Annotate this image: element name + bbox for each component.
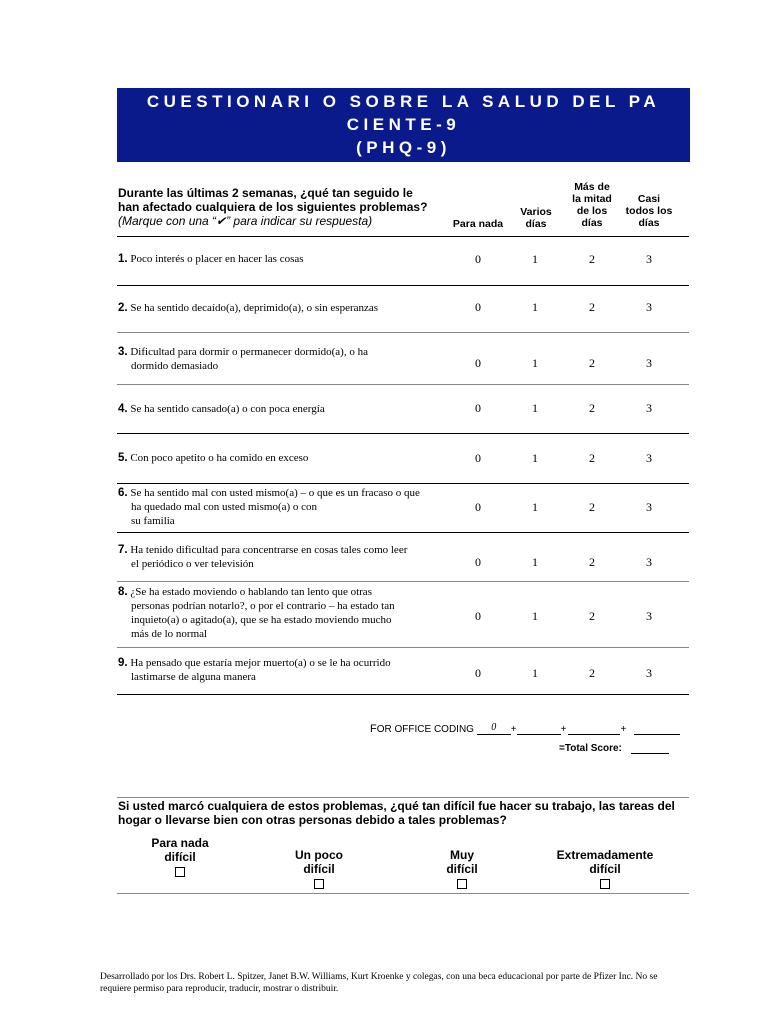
intro-instructions (118, 186, 448, 228)
intro-question-line-2: han afectado cualquiera de los siguientes problemas? (118, 200, 428, 214)
item-number: 6. (118, 487, 128, 499)
option-label-line: Extremadamente (556, 848, 654, 862)
item-number: 3. (118, 346, 128, 358)
score-option[interactable]: 3 (646, 555, 652, 569)
score-option[interactable]: 1 (532, 252, 538, 266)
column-header-casi-todos (619, 193, 679, 229)
difficulty-option-para-nada[interactable] (140, 836, 220, 880)
score-option[interactable]: 3 (646, 356, 652, 370)
item-text-continued: lastimarse de alguna manera (131, 671, 256, 683)
difficulty-option-muy[interactable] (422, 848, 502, 892)
column-header-line: días (581, 217, 603, 229)
score-option[interactable]: 0 (475, 300, 481, 314)
title-line-3: (PHQ-9) (356, 138, 451, 157)
question-item-9 (118, 656, 448, 684)
item-text: Ha tenido dificultad para concentrarse en cosas tales como leer (130, 544, 408, 556)
table-rule (117, 694, 689, 695)
item-text: Con poco apetito o ha comido en exceso (130, 452, 309, 464)
score-option[interactable]: 2 (589, 609, 595, 623)
column-header-line: Más de (574, 181, 610, 193)
column-header-line: todos los (625, 205, 673, 217)
score-option[interactable]: 0 (475, 451, 481, 465)
score-option[interactable]: 2 (589, 401, 595, 415)
score-option[interactable]: 3 (646, 500, 652, 514)
item-text-continued: inquieto(a) o agitado(a), que se ha estado moviendo mucho (131, 614, 392, 626)
office-coding-field-1[interactable]: 0 (477, 722, 511, 735)
score-option[interactable]: 3 (646, 252, 652, 266)
question-item-6 (118, 486, 458, 528)
office-coding-field-2[interactable] (517, 722, 561, 735)
score-option[interactable]: 1 (532, 401, 538, 415)
column-header-line: días (525, 218, 547, 230)
question-item-2 (118, 301, 448, 315)
question-item-7 (118, 543, 448, 571)
score-option[interactable]: 1 (532, 609, 538, 623)
option-label-line: difícil (446, 862, 478, 876)
score-option[interactable]: 2 (589, 300, 595, 314)
column-header-line: de los (576, 205, 608, 217)
table-rule (117, 581, 689, 582)
question-item-3 (118, 345, 448, 373)
score-option[interactable]: 3 (646, 609, 652, 623)
intro-question-line-1: Durante las últimas 2 semanas, ¿qué tan seguido le (118, 186, 413, 200)
question-item-5 (118, 451, 448, 465)
table-rule (117, 647, 689, 648)
checkbox[interactable] (457, 879, 467, 889)
table-rule (117, 483, 689, 484)
office-coding-label: OR OFFICE CODING (376, 724, 474, 735)
table-rule (117, 532, 689, 533)
checkbox[interactable] (314, 879, 324, 889)
item-text: Poco interés o placer en hacer las cosas (130, 253, 304, 265)
item-text: Ha pensado que estaría mejor muerto(a) o se le ha ocurrido (130, 657, 391, 669)
item-number: 2. (118, 302, 128, 314)
option-label-line: difícil (164, 850, 196, 864)
office-coding-field-3[interactable] (568, 722, 620, 735)
item-text-continued: más de lo normal (131, 628, 208, 640)
score-option[interactable]: 2 (589, 451, 595, 465)
difficulty-question: Si usted marcó cualquiera de estos problemas, ¿qué tan difícil fue hacer su trabajo, las tareas del hogar o llevarse bien con otras personas debido a tales problemas? (118, 799, 675, 827)
total-score-field[interactable] (631, 742, 669, 754)
column-header-line: Casi (637, 193, 661, 205)
section-rule (117, 797, 689, 798)
score-option[interactable]: 3 (646, 451, 652, 465)
item-text-continued: personas podrían notarlo?, o por el contrario – ha estado tan (131, 600, 395, 612)
score-option[interactable]: 2 (589, 500, 595, 514)
plus-sign: + (620, 724, 627, 735)
score-option[interactable]: 0 (475, 252, 481, 266)
difficulty-option-un-poco[interactable] (279, 848, 359, 892)
intro-hint: (Marque con una “✔” para indicar su respuesta) (118, 214, 373, 228)
item-number: 4. (118, 403, 128, 415)
score-option[interactable]: 0 (475, 356, 481, 370)
score-option[interactable]: 2 (589, 356, 595, 370)
office-coding-field-4[interactable] (634, 722, 680, 735)
column-header-mas-de-la-mitad (563, 181, 621, 229)
option-label-line: Para nada (151, 836, 209, 850)
item-number: 5. (118, 452, 128, 464)
option-label-line: Un poco (295, 848, 343, 862)
option-label-line: Muy (450, 848, 474, 862)
section-rule (117, 893, 689, 894)
score-option[interactable]: 0 (475, 401, 481, 415)
question-item-4 (118, 402, 448, 416)
score-option[interactable]: 1 (532, 300, 538, 314)
item-text: Se ha sentido cansado(a) o con poca energía (130, 403, 325, 415)
difficulty-option-extremadamente[interactable] (545, 848, 665, 892)
table-rule (117, 433, 689, 434)
title-line-1: CUESTIONARI O SOBRE LA SALUD DEL PA (146, 92, 661, 111)
score-option[interactable]: 2 (589, 555, 595, 569)
score-option[interactable]: 1 (532, 500, 538, 514)
score-option[interactable]: 2 (589, 252, 595, 266)
item-text-continued: su familia (131, 515, 175, 527)
option-label-line: difícil (589, 862, 621, 876)
score-option[interactable]: 2 (589, 666, 595, 680)
score-option[interactable]: 3 (646, 300, 652, 314)
item-number: 7. (118, 544, 128, 556)
item-number: 8. (118, 586, 128, 598)
item-text: Dificultad para dormir o permanecer dormido(a), o ha (130, 346, 368, 358)
question-item-1 (118, 252, 448, 266)
checkbox[interactable] (600, 879, 610, 889)
item-text: Se ha sentido decaído(a), deprimido(a), o sin esperanzas (130, 302, 379, 314)
score-option[interactable]: 1 (532, 666, 538, 680)
score-option[interactable]: 3 (646, 401, 652, 415)
title-banner (117, 88, 690, 162)
item-text-continued: el periódico o ver televisión (131, 558, 254, 570)
column-header-line: días (638, 217, 660, 229)
office-coding-row (370, 722, 680, 735)
score-option[interactable]: 0 (475, 609, 481, 623)
checkbox[interactable] (175, 867, 185, 877)
score-option[interactable]: 1 (532, 555, 538, 569)
plus-sign: + (510, 724, 517, 735)
question-item-8 (118, 585, 448, 641)
total-score-label: =Total Score: (559, 743, 622, 754)
item-text: ¿Se ha estado moviendo o hablando tan lento que otras (130, 586, 372, 598)
table-rule (117, 285, 689, 286)
table-rule (117, 236, 689, 237)
item-text-continued: dormido demasiado (131, 360, 219, 372)
footer-credits: Desarrollado por los Drs. Robert L. Spitzer, Janet B.W. Williams, Kurt Kroenke y colegas, con una beca educacional por parte de Pfizer Inc. No se requiere permiso para reproducir, traducir, mostrar o distribuir. (100, 972, 658, 994)
column-header-line: Varios (520, 206, 552, 218)
office-coding-initial: F (370, 723, 377, 735)
table-rule (117, 384, 689, 385)
score-option[interactable]: 0 (475, 666, 481, 680)
column-header-para-nada (448, 218, 508, 230)
column-header-line: la mitad (572, 193, 612, 205)
score-option[interactable]: 1 (532, 356, 538, 370)
column-header-varios-dias (510, 206, 562, 230)
item-number: 9. (118, 657, 128, 669)
item-text-continued: ha quedado mal con usted mismo(a) o con (131, 501, 318, 513)
score-option[interactable]: 0 (475, 555, 481, 569)
title-line-2: CIENTE-9 (346, 115, 461, 134)
total-score-row (559, 742, 669, 754)
column-header-line: Para nada (452, 218, 504, 230)
score-option[interactable]: 3 (646, 666, 652, 680)
plus-sign: + (560, 724, 567, 735)
score-option[interactable]: 0 (475, 500, 481, 514)
score-option[interactable]: 1 (532, 451, 538, 465)
item-text: Se ha sentido mal con usted mismo(a) – o que es un fracaso o que (130, 487, 420, 499)
item-number: 1. (118, 253, 128, 265)
table-rule (117, 332, 689, 333)
option-label-line: difícil (303, 862, 335, 876)
